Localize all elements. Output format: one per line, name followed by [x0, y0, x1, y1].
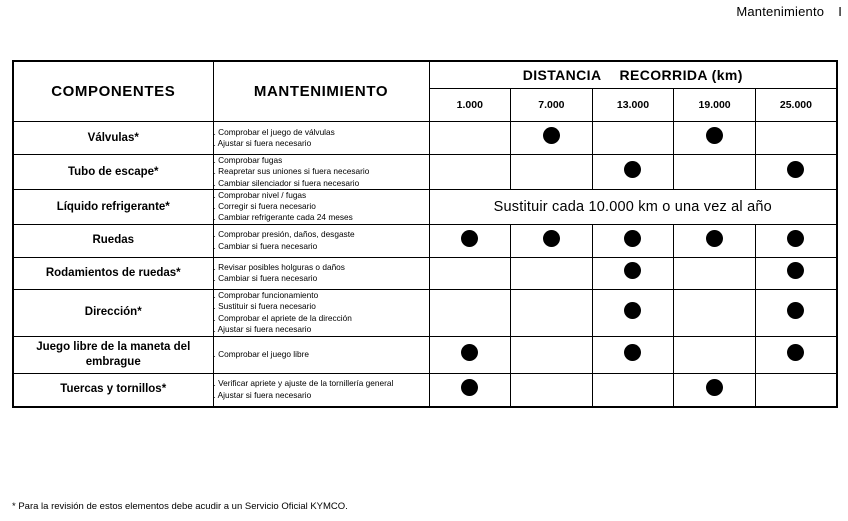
mark-cell-7000	[511, 373, 593, 407]
page-header	[736, 4, 842, 19]
row-component	[13, 336, 213, 373]
mark-cell-25000	[755, 122, 837, 155]
mark-cell-7000	[511, 257, 593, 289]
service-dot	[461, 379, 478, 396]
row-maintenance	[213, 373, 429, 407]
mark-cell-13000	[592, 289, 674, 336]
mark-cell-19000	[674, 122, 756, 155]
row-component: Dirección*	[13, 289, 213, 336]
service-dot	[787, 262, 804, 279]
service-dot	[706, 127, 723, 144]
coolant-note: Sustituir cada 10.000 km o una vez al año	[429, 190, 837, 225]
task-line: . Comprobar fugas	[213, 155, 283, 166]
mark-cell-13000	[592, 257, 674, 289]
service-dot	[461, 344, 478, 361]
mark-cell-1000	[429, 122, 511, 155]
mark-cell-25000	[755, 224, 837, 257]
header-maintenance: MANTENIMIENTO	[213, 61, 429, 122]
header-components: COMPONENTES	[13, 61, 213, 122]
row-maintenance	[213, 336, 429, 373]
table-row	[13, 122, 837, 155]
task-line: . Comprobar el apriete de la dirección	[213, 312, 352, 323]
mark-cell-13000	[592, 224, 674, 257]
table-row	[13, 257, 837, 289]
table-row	[13, 190, 837, 225]
service-dot	[706, 230, 723, 247]
service-dot	[787, 230, 804, 247]
header-km-19000: 19.000	[674, 89, 756, 122]
row-component-line: de ruedas*	[121, 266, 181, 279]
mark-cell-13000	[592, 122, 674, 155]
task-line: . Cambiar si fuera necesario	[213, 240, 318, 251]
mark-cell-1000	[429, 224, 511, 257]
row-component: Válvulas*	[13, 122, 213, 155]
header-title: Mantenimiento	[736, 4, 825, 19]
task-line: . Ajustar si fuera necesario	[213, 389, 312, 400]
row-component-line: maneta del embrague	[85, 341, 191, 368]
header-page-number: I	[838, 4, 842, 19]
mark-cell-19000	[674, 224, 756, 257]
mark-cell-7000	[511, 155, 593, 190]
mark-cell-19000	[674, 289, 756, 336]
service-dot	[706, 379, 723, 396]
mark-cell-7000	[511, 336, 593, 373]
task-line: . Cambiar silenciador si fuera necesario	[213, 177, 360, 188]
task-line: . Verificar apriete y ajuste de la tornillería general	[213, 378, 394, 389]
service-dot	[461, 230, 478, 247]
mark-cell-1000	[429, 155, 511, 190]
mark-cell-1000	[429, 336, 511, 373]
task-line: . Comprobar el juego libre	[213, 348, 309, 359]
task-line: . Ajustar si fuera necesario	[213, 138, 312, 148]
table-row	[13, 224, 837, 257]
row-maintenance	[213, 155, 429, 190]
service-dot	[624, 344, 641, 361]
mark-cell-25000	[755, 373, 837, 407]
service-dot	[624, 161, 641, 178]
row-component: Tuercas y tornillos*	[13, 373, 213, 407]
service-dot	[543, 127, 560, 144]
table-row	[13, 336, 837, 373]
task-line: . Comprobar presión, daños, desgaste	[213, 229, 355, 240]
mark-cell-7000	[511, 224, 593, 257]
table-row	[13, 155, 837, 190]
row-maintenance	[213, 190, 429, 225]
mark-cell-7000	[511, 289, 593, 336]
header-distance-word-1: DISTANCIA	[522, 67, 602, 84]
row-component: Tubo de escape*	[13, 155, 213, 190]
table-row	[13, 289, 837, 336]
header-km-25000: 25.000	[755, 89, 837, 122]
mark-cell-25000	[755, 257, 837, 289]
mark-cell-19000	[674, 336, 756, 373]
task-line: . Comprobar el juego de válvulas	[213, 126, 335, 137]
mark-cell-1000	[429, 289, 511, 336]
service-dot	[787, 344, 804, 361]
row-maintenance	[213, 122, 429, 155]
mark-cell-25000	[755, 336, 837, 373]
task-line: . Reapretar sus uniones si fuera necesario	[213, 166, 370, 177]
task-line: . Cambiar refrigerante cada 24 meses	[213, 212, 353, 223]
row-component-line: Rodamientos	[45, 266, 119, 279]
mark-cell-7000	[511, 122, 593, 155]
row-maintenance	[213, 257, 429, 289]
table-header-row-1	[13, 61, 837, 89]
service-dot	[624, 302, 641, 319]
header-distance	[429, 61, 837, 89]
task-line: . Revisar posibles holguras o daños	[213, 261, 345, 272]
task-line: . Sustituir si fuera necesario	[213, 301, 316, 312]
service-dot	[543, 230, 560, 247]
task-line: . Comprobar nivel / fugas	[213, 190, 307, 200]
mark-cell-19000	[674, 373, 756, 407]
service-dot	[624, 230, 641, 247]
mark-cell-25000	[755, 289, 837, 336]
table-row	[13, 373, 837, 407]
row-component: Ruedas	[13, 224, 213, 257]
row-component	[13, 257, 213, 289]
mark-cell-1000	[429, 257, 511, 289]
maintenance-table	[12, 60, 838, 408]
service-dot	[787, 302, 804, 319]
task-line: . Corregir si fuera necesario	[213, 201, 316, 212]
header-distance-word-2: RECORRIDA (km)	[619, 67, 743, 84]
service-dot	[787, 161, 804, 178]
mark-cell-19000	[674, 155, 756, 190]
task-line: . Ajustar si fuera necesario	[213, 323, 312, 334]
mark-cell-13000	[592, 155, 674, 190]
row-maintenance	[213, 224, 429, 257]
footnote: * Para la revisión de estos elementos debe acudir a un Servicio Oficial KYMCO.	[12, 501, 348, 512]
row-maintenance	[213, 289, 429, 336]
header-km-1000: 1.000	[429, 89, 511, 122]
mark-cell-19000	[674, 257, 756, 289]
mark-cell-13000	[592, 373, 674, 407]
header-km-13000: 13.000	[592, 89, 674, 122]
mark-cell-1000	[429, 373, 511, 407]
task-line: . Cambiar si fuera necesario	[213, 273, 318, 284]
row-component-line: Juego libre de la	[36, 341, 127, 354]
maintenance-table-wrapper	[12, 60, 836, 408]
header-km-7000: 7.000	[511, 89, 593, 122]
mark-cell-25000	[755, 155, 837, 190]
mark-cell-13000	[592, 336, 674, 373]
task-line: . Comprobar funcionamiento	[213, 290, 319, 301]
service-dot	[624, 262, 641, 279]
row-component: Líquido refrigerante*	[13, 190, 213, 225]
